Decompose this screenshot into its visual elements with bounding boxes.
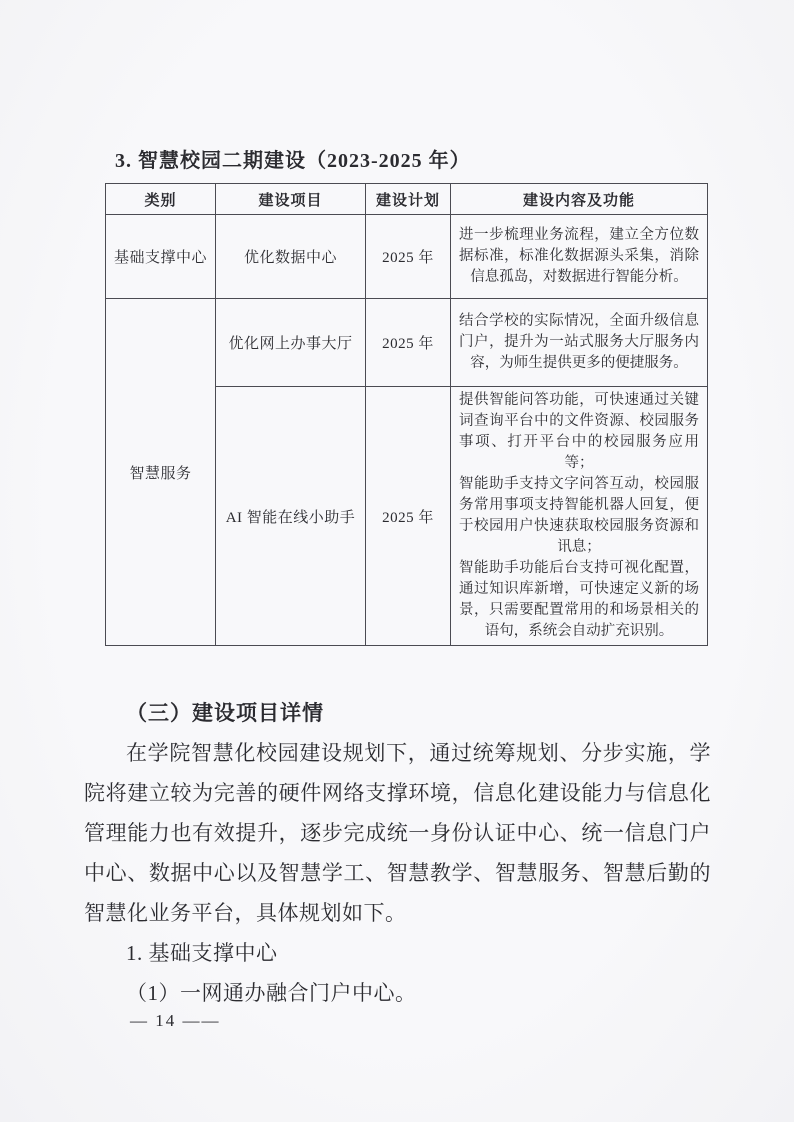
body-text-block [84,693,711,1013]
list-item-1: 1. 基础支撑中心 [126,941,278,965]
subsection-heading: （三）建设项目详情 [126,701,324,725]
content-paragraph: 智能助手支持文字问答互动，校园服务常用事项支持智能机器人回复，便于校园用户快速获取校园服务资源和讯息； [459,476,699,555]
cell-content [451,387,708,646]
table-row [106,299,708,387]
cell-category: 基础支撑中心 [106,215,216,299]
cell-project: 优化网上办事大厅 [216,299,366,387]
cell-project: 优化数据中心 [216,215,366,299]
construction-plan-table [105,183,708,646]
list-item-2: （1）一网通办融合门户中心。 [126,981,417,1005]
cell-content [451,215,708,299]
content-paragraph: 进一步梳理业务流程，建立全方位数据标准，标准化数据源头采集，消除信息孤岛，对数据进行智能分析。 [459,227,699,285]
column-header-content: 建设内容及功能 [451,184,708,215]
cell-project: AI 智能在线小助手 [216,387,366,646]
table-header-row [106,184,708,215]
column-header-category: 类别 [106,184,216,215]
table-row [106,215,708,299]
section-title: 3. 智慧校园二期建设（2023-2025 年） [115,150,471,172]
cell-content [451,299,708,387]
cell-plan: 2025 年 [366,299,451,387]
body-paragraph: 在学院智慧化校园建设规划下，通过统筹规划、分步实施，学院将建立较为完善的硬件网络支撑环境，信息化建设能力与信息化管理能力也有效提升，逐步完成统一身份认证中心、统一信息门户中心、数据中心以及智慧学工、智慧教学、智慧服务、智慧后勤的智慧化业务平台，具体规划如下。 [84,741,711,925]
cell-plan: 2025 年 [366,387,451,646]
column-header-plan: 建设计划 [366,184,451,215]
content-paragraph: 提供智能问答功能，可快速通过关键词查询平台中的文件资源、校园服务事项、打开平台中的校园服务应用等； [459,392,699,471]
cell-plan: 2025 年 [366,215,451,299]
page-number: — 14 —— [130,1011,221,1030]
cell-category: 智慧服务 [106,299,216,646]
column-header-project: 建设项目 [216,184,366,215]
content-paragraph: 智能助手功能后台支持可视化配置，通过知识库新增，可快速定义新的场景，只需要配置常用的和场景相关的语句，系统会自动扩充识别。 [459,560,699,639]
content-paragraph: 结合学校的实际情况，全面升级信息门户，提升为一站式服务大厅服务内容，为师生提供更多的便捷服务。 [459,313,699,371]
